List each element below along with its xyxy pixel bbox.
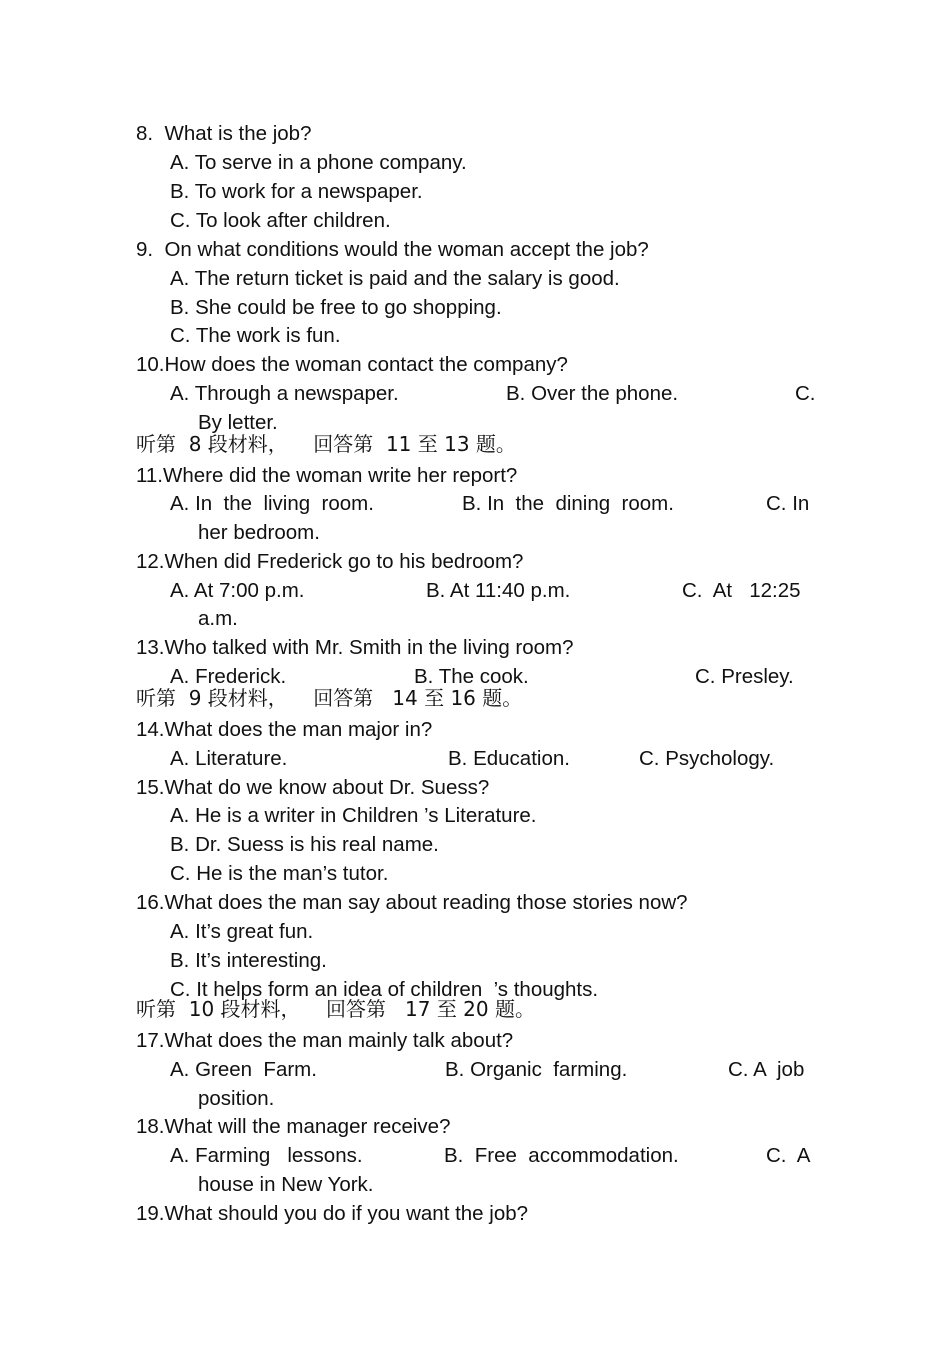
question-10-option-a: A. Through a newspaper. <box>170 382 399 405</box>
question-14-option-a: A. Literature. <box>170 747 288 770</box>
question-18-option-b: B. Free accommodation. <box>444 1144 679 1167</box>
question-10-option-c: C. <box>795 382 816 405</box>
question-9-option-a: A. The return ticket is paid and the salary is good. <box>170 267 620 290</box>
question-13-stem: 13.Who talked with Mr. Smith in the living room? <box>136 636 574 659</box>
question-16-option-b: B. It’s interesting. <box>170 949 327 972</box>
question-16-option-c: C. It helps form an idea of children ’s thoughts. <box>170 978 599 1001</box>
question-11-option-c: C. In <box>766 492 810 515</box>
question-14-option-c: C. Psychology. <box>639 747 775 770</box>
question-15-option-b: B. Dr. Suess is his real name. <box>170 833 439 856</box>
question-8-option-a: A. To serve in a phone company. <box>170 151 467 174</box>
question-8-stem: 8. What is the job? <box>136 122 312 145</box>
question-17-option-b: B. Organic farming. <box>445 1058 628 1081</box>
section-10-heading: 听第 10 段材料， 回答第 17 至 20 题。 <box>136 997 535 1021</box>
question-16-option-a: A. It’s great fun. <box>170 920 314 943</box>
question-11-stem: 11.Where did the woman write her report? <box>136 464 518 487</box>
question-17-option-c: C. A job <box>728 1058 805 1081</box>
question-18-option-c: C. A <box>766 1144 811 1167</box>
question-12-option-c: C. At 12:25 <box>682 579 801 602</box>
question-9-option-c: C. The work is fun. <box>170 324 341 347</box>
question-12-option-c-continued: a.m. <box>198 607 238 630</box>
question-9-stem: 9. On what conditions would the woman accept the job? <box>136 238 649 261</box>
section-9-heading: 听第 9 段材料， 回答第 14 至 16 题。 <box>136 686 523 710</box>
question-19-stem: 19.What should you do if you want the job? <box>136 1202 529 1225</box>
question-13-option-b: B. The cook. <box>414 665 529 688</box>
question-11-option-c-continued: her bedroom. <box>198 521 320 544</box>
question-13-option-c: C. Presley. <box>695 665 794 688</box>
section-8-heading: 听第 8 段材料， 回答第 11 至 13 题。 <box>136 432 516 456</box>
question-10-option-c-continued: By letter. <box>198 411 278 434</box>
question-10-option-b: B. Over the phone. <box>506 382 679 405</box>
question-12-option-a: A. At 7:00 p.m. <box>170 579 305 602</box>
question-9-option-b: B. She could be free to go shopping. <box>170 296 502 319</box>
question-10-stem: 10.How does the woman contact the company? <box>136 353 568 376</box>
question-18-stem: 18.What will the manager receive? <box>136 1115 451 1138</box>
question-11-option-a: A. In the living room. <box>170 492 374 515</box>
question-8-option-b: B. To work for a newspaper. <box>170 180 423 203</box>
question-17-stem: 17.What does the man mainly talk about? <box>136 1029 514 1052</box>
question-14-option-b: B. Education. <box>448 747 570 770</box>
question-12-option-b: B. At 11:40 p.m. <box>426 579 571 602</box>
question-15-option-a: A. He is a writer in Children ’s Literature. <box>170 804 537 827</box>
question-13-option-a: A. Frederick. <box>170 665 287 688</box>
question-14-stem: 14.What does the man major in? <box>136 718 433 741</box>
question-17-option-a: A. Green Farm. <box>170 1058 317 1081</box>
question-15-stem: 15.What do we know about Dr. Suess? <box>136 776 490 799</box>
question-12-stem: 12.When did Frederick go to his bedroom? <box>136 550 524 573</box>
question-8-option-c: C. To look after children. <box>170 209 391 232</box>
question-16-stem: 16.What does the man say about reading those stories now? <box>136 891 688 914</box>
question-17-option-c-continued: position. <box>198 1087 275 1110</box>
question-11-option-b: B. In the dining room. <box>462 492 674 515</box>
question-18-option-c-continued: house in New York. <box>198 1173 374 1196</box>
question-18-option-a: A. Farming lessons. <box>170 1144 363 1167</box>
question-15-option-c: C. He is the man’s tutor. <box>170 862 389 885</box>
